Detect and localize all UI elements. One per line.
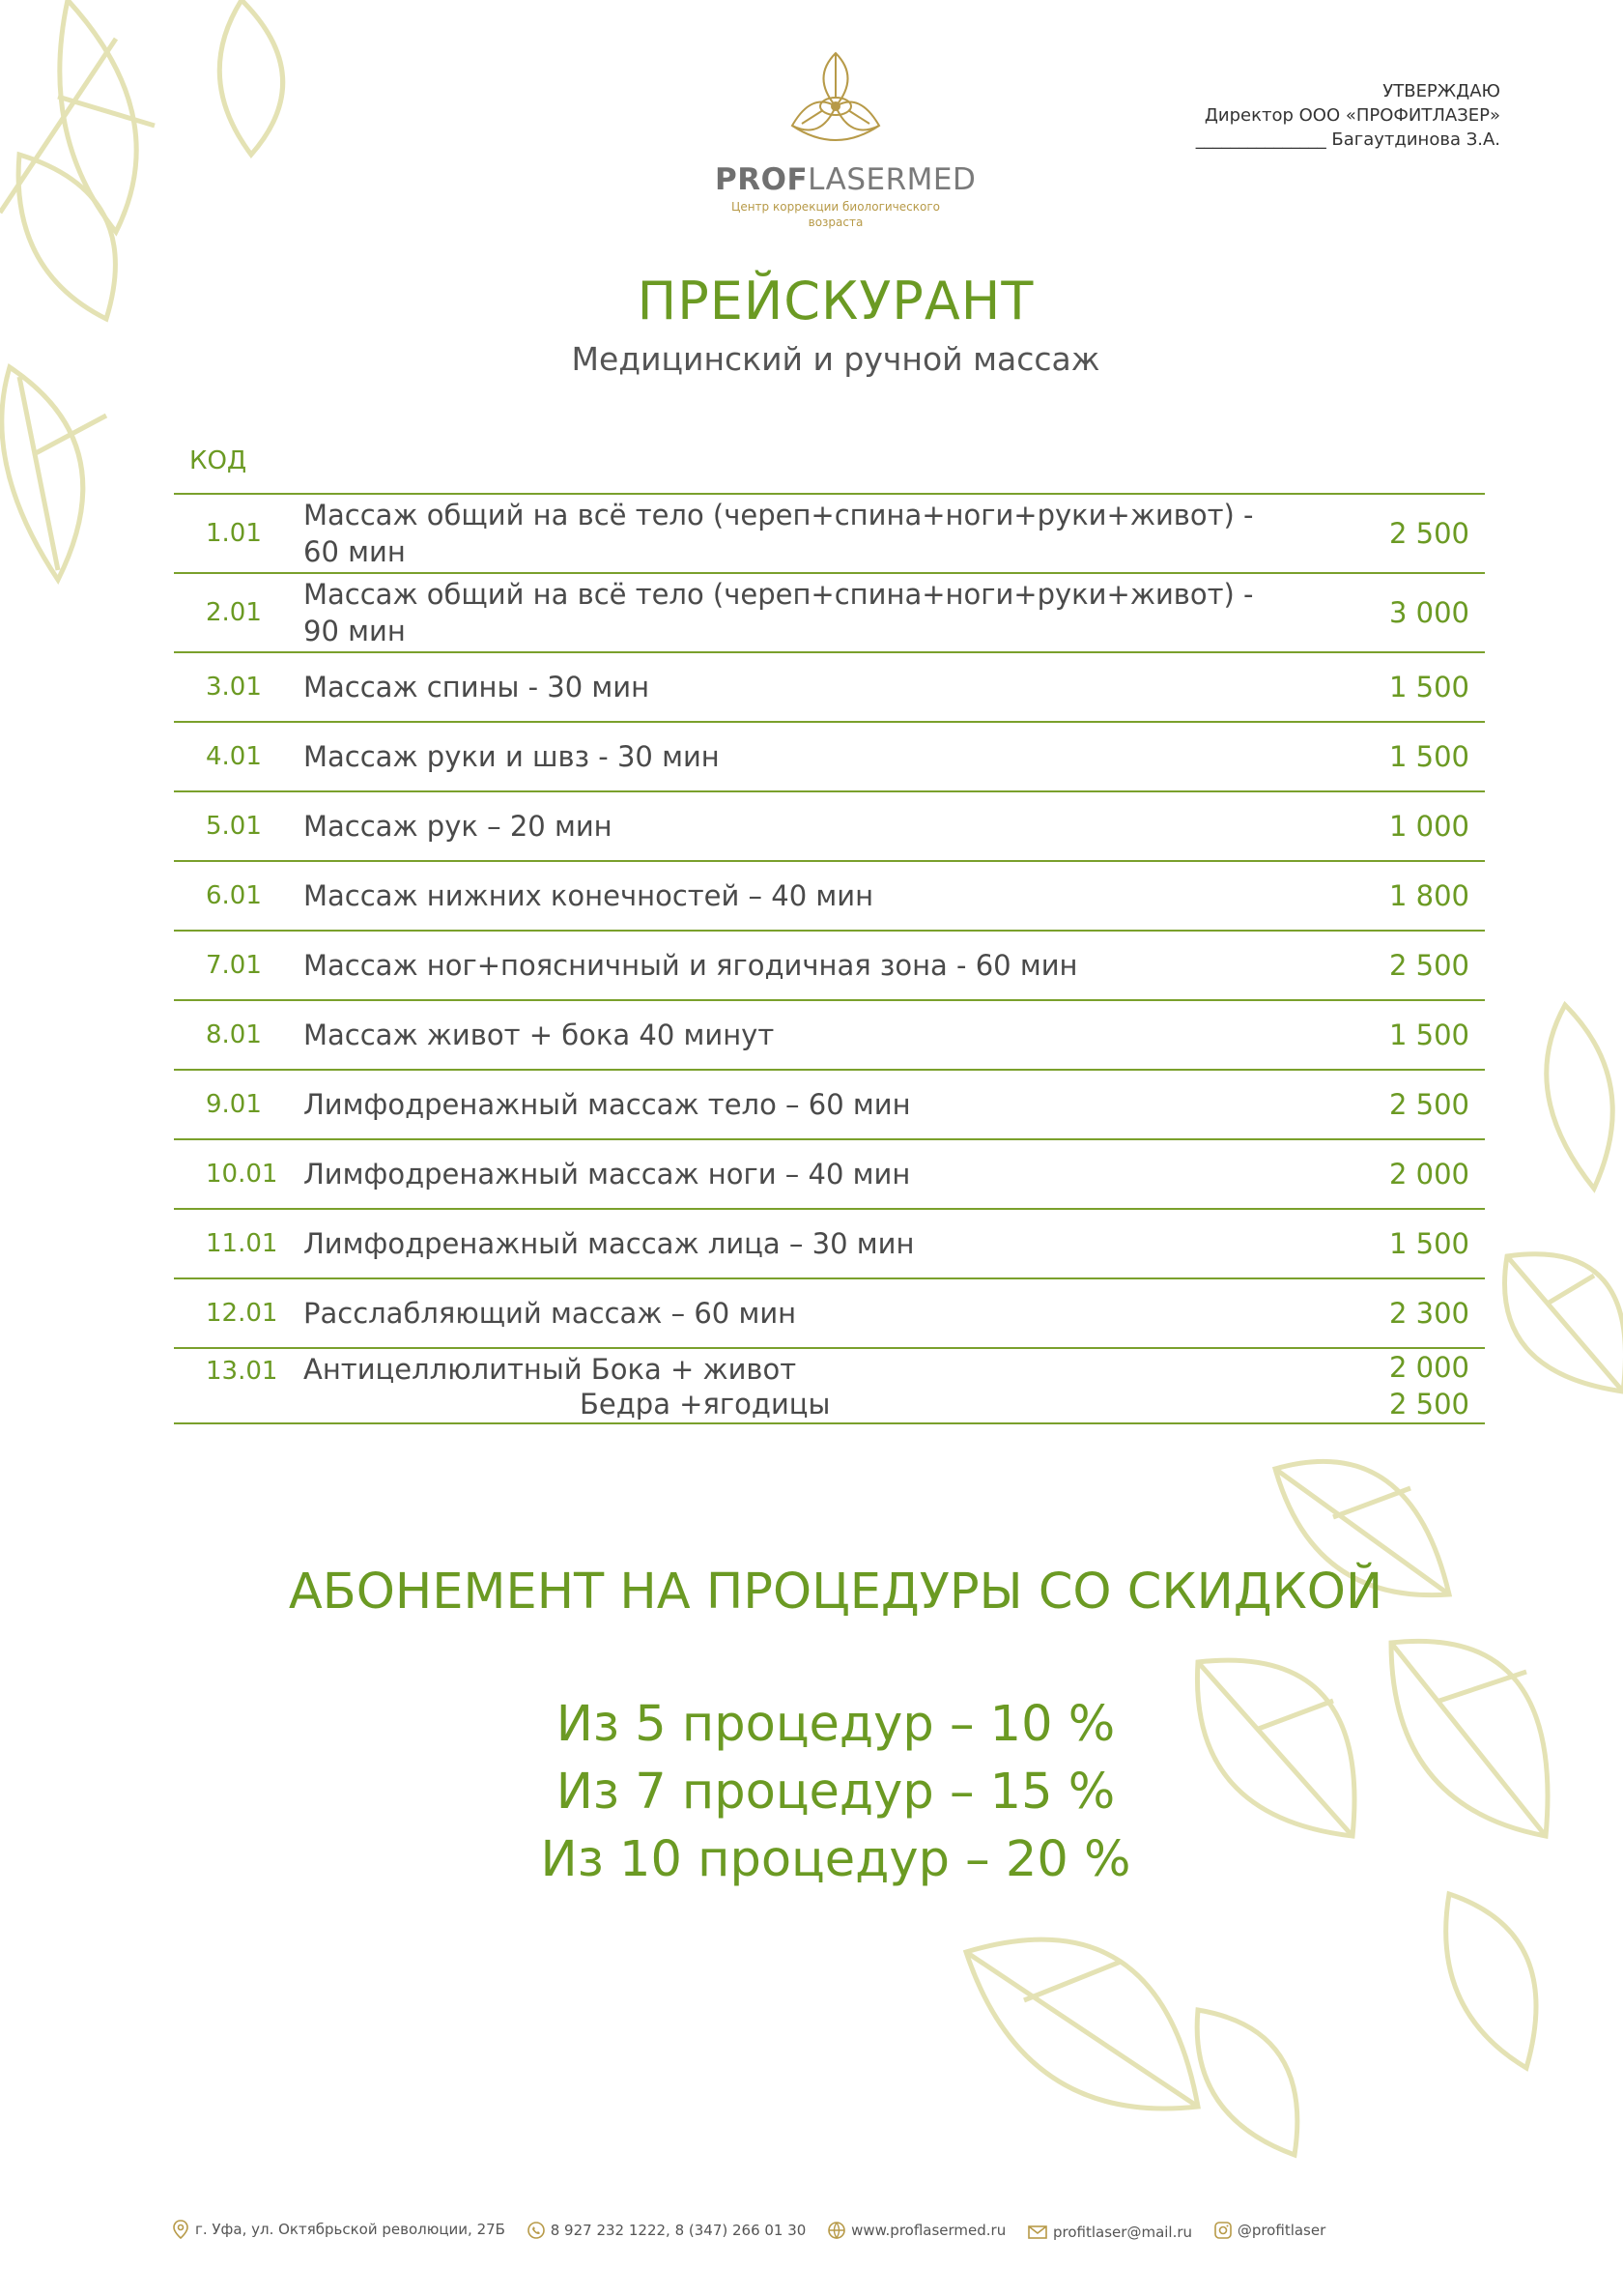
footer-phone-text: 8 927 232 1222, 8 (347) 266 01 30 bbox=[550, 2222, 807, 2239]
row-price: 3 000 bbox=[1388, 596, 1469, 629]
row-service: Лимфодренажный массаж лица – 30 мин bbox=[303, 1227, 915, 1260]
row-price: 1 500 bbox=[1388, 671, 1469, 703]
row-price: 1 500 bbox=[1388, 740, 1469, 773]
row-code: 11.01 bbox=[206, 1229, 278, 1258]
subscription-title: АБОНЕМЕНТ НА ПРОЦЕДУРЫ СО СКИДКОЙ bbox=[288, 1564, 1383, 1621]
logo bbox=[715, 48, 977, 230]
row-price: 1 500 bbox=[1388, 1019, 1469, 1051]
row-price: 1 800 bbox=[1388, 879, 1469, 912]
row-service: Лимфодренажный массаж ноги – 40 мин bbox=[303, 1158, 911, 1191]
row-service: Массаж общий на всё тело (череп+спина+ноги+руки+живот) - 90 мин bbox=[303, 578, 1254, 647]
logo-brand-bold: PROF bbox=[715, 162, 809, 197]
row-code: 8.01 bbox=[206, 1020, 262, 1049]
mail-icon bbox=[1028, 2225, 1047, 2239]
price-table bbox=[174, 493, 1485, 1424]
logo-subtitle-line2: возраста bbox=[808, 215, 864, 229]
discount-item: Из 10 процедур – 20 % bbox=[540, 1831, 1131, 1888]
row-service: Массаж спины - 30 мин bbox=[303, 671, 650, 703]
table-row bbox=[174, 495, 1485, 574]
logo-brand bbox=[715, 162, 977, 197]
row-service: Расслабляющий массаж – 60 мин bbox=[303, 1297, 797, 1330]
footer-contacts bbox=[172, 2220, 1343, 2243]
row-code: 5.01 bbox=[206, 812, 262, 841]
row-service: Массаж руки и швз - 30 мин bbox=[303, 740, 720, 773]
approval-block bbox=[1196, 79, 1500, 152]
row-service: Массаж ног+поясничный и ягодичная зона - 60 мин bbox=[303, 949, 1078, 982]
table-row bbox=[174, 1210, 1485, 1279]
row-price-secondary: 2 500 bbox=[1388, 1388, 1469, 1421]
row-code: 9.01 bbox=[206, 1090, 262, 1119]
discount-item: Из 5 процедур – 10 % bbox=[555, 1696, 1116, 1753]
table-row bbox=[174, 1071, 1485, 1140]
row-price: 2 500 bbox=[1388, 949, 1469, 982]
row-service-secondary: Бедра +ягодицы bbox=[580, 1388, 831, 1421]
approval-line1: УТВЕРЖДАЮ bbox=[1382, 81, 1500, 101]
footer-instagram[interactable] bbox=[1214, 2222, 1325, 2239]
row-price: 1 500 bbox=[1388, 1227, 1469, 1260]
footer-phone[interactable] bbox=[527, 2222, 807, 2239]
table-row bbox=[174, 574, 1485, 653]
row-code: 1.01 bbox=[206, 519, 262, 548]
footer-email[interactable] bbox=[1028, 2224, 1192, 2241]
page-title: ПРЕЙСКУРАНТ bbox=[637, 271, 1035, 331]
row-service: Массаж общий на всё тело (череп+спина+ноги+руки+живот) - 60 мин bbox=[303, 499, 1254, 568]
instagram-icon bbox=[1214, 2222, 1232, 2239]
table-row bbox=[174, 1001, 1485, 1071]
table-row bbox=[174, 932, 1485, 1001]
row-code: 13.01 bbox=[206, 1357, 278, 1386]
approval-line2: Директор ООО «ПРОФИТЛАЗЕР» bbox=[1204, 105, 1500, 126]
code-column-header: КОД bbox=[189, 446, 247, 475]
logo-brand-rest: LASERMED bbox=[808, 162, 977, 197]
table-row bbox=[174, 862, 1485, 932]
table-row bbox=[174, 1140, 1485, 1210]
row-service: Антицеллюлитный Бока + живот bbox=[303, 1353, 797, 1386]
row-code: 2.01 bbox=[206, 598, 262, 627]
location-pin-icon bbox=[172, 2220, 189, 2239]
globe-icon bbox=[828, 2222, 845, 2239]
logo-subtitle-line1: Центр коррекции биологического bbox=[731, 200, 940, 214]
row-service: Массаж рук – 20 мин bbox=[303, 810, 612, 843]
table-row bbox=[174, 792, 1485, 862]
row-price: 2 000 bbox=[1388, 1351, 1469, 1384]
discount-item: Из 7 процедур – 15 % bbox=[555, 1764, 1116, 1821]
table-row bbox=[174, 1279, 1485, 1349]
row-price: 2 500 bbox=[1388, 1088, 1469, 1121]
row-price: 2 500 bbox=[1388, 517, 1469, 550]
row-code: 4.01 bbox=[206, 742, 262, 771]
logo-subtitle bbox=[715, 199, 956, 230]
footer-email-text: profitlaser@mail.ru bbox=[1053, 2224, 1193, 2241]
discount-list bbox=[0, 1691, 1623, 1894]
row-code: 7.01 bbox=[206, 951, 262, 980]
row-service: Массаж живот + бока 40 минут bbox=[303, 1019, 775, 1051]
table-row bbox=[174, 723, 1485, 792]
footer-address-text: г. Уфа, ул. Октябрьской революции, 27Б bbox=[195, 2221, 505, 2238]
phone-icon bbox=[527, 2222, 545, 2239]
footer-website[interactable] bbox=[828, 2222, 1006, 2239]
table-row bbox=[174, 1349, 1485, 1424]
row-price: 2 000 bbox=[1388, 1158, 1469, 1191]
logo-emblem-icon bbox=[783, 48, 889, 155]
row-price: 2 300 bbox=[1388, 1297, 1469, 1330]
row-service: Массаж нижних конечностей – 40 мин bbox=[303, 879, 874, 912]
footer-address bbox=[172, 2220, 505, 2239]
footer-website-text: www.proflasermed.ru bbox=[851, 2222, 1007, 2239]
row-service: Лимфодренажный массаж тело – 60 мин bbox=[303, 1088, 911, 1121]
footer-instagram-text: @profitlaser bbox=[1237, 2222, 1326, 2239]
page-subtitle: Медицинский и ручной массаж bbox=[571, 340, 1100, 378]
row-price: 1 000 bbox=[1388, 810, 1469, 843]
row-code: 12.01 bbox=[206, 1299, 278, 1328]
approval-signature-line: _______________ Багаутдинова З.А. bbox=[1195, 129, 1500, 150]
row-code: 10.01 bbox=[206, 1160, 278, 1189]
row-code: 6.01 bbox=[206, 881, 262, 910]
table-row bbox=[174, 653, 1485, 723]
row-code: 3.01 bbox=[206, 673, 262, 702]
